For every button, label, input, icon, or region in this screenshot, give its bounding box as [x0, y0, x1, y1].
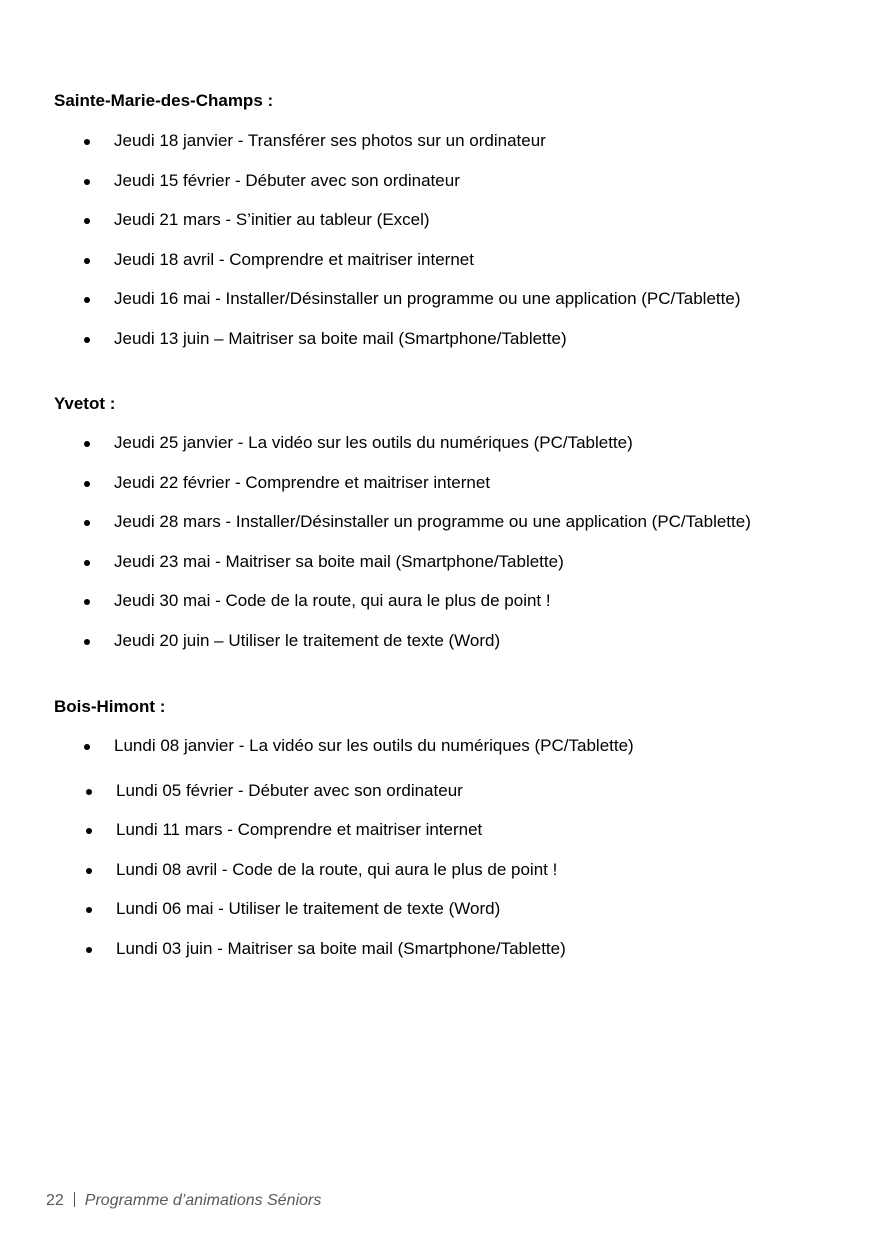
list-item-text: Jeudi 16 mai - Installer/Désinstaller un programme ou une application (PC/Tablette) [114, 289, 741, 308]
list-item-text: Lundi 03 juin - Maitriser sa boite mail (Smartphone/Tablette) [116, 938, 566, 958]
bullet-icon [84, 258, 90, 264]
bullet-icon [84, 297, 90, 303]
list-item-text: Lundi 05 février - Débuter avec son ordinateur [116, 781, 463, 800]
bullet-icon [86, 947, 92, 953]
event-list [54, 735, 844, 960]
list-item [54, 590, 844, 612]
list-item [54, 328, 844, 350]
footer-divider [74, 1192, 75, 1207]
bullet-icon [86, 828, 92, 834]
list-item-text: Jeudi 13 juin – Maitriser sa boite mail (Smartphone/Tablette) [114, 328, 567, 348]
section-title: Yvetot : [54, 394, 116, 413]
section-yvetot [54, 393, 844, 670]
bullet-icon [84, 560, 90, 566]
bullet-icon [84, 179, 90, 185]
list-item-text: Lundi 08 janvier - La vidéo sur les outils du numériques (PC/Tablette) [114, 736, 634, 755]
list-item [54, 288, 844, 310]
section-sainte-marie-des-champs [54, 90, 844, 367]
list-item-text: Jeudi 20 juin – Utiliser le traitement de texte (Word) [114, 630, 501, 650]
list-item [54, 130, 844, 152]
page-number: 22 [46, 1192, 64, 1209]
list-item [54, 432, 844, 454]
list-item [54, 780, 844, 802]
list-item-text: Jeudi 28 mars - Installer/Désinstaller un programme ou une application (PC/Tablette) [114, 512, 751, 532]
list-item-text: Jeudi 25 janvier - La vidéo sur les outils du numériques (PC/Tablette) [114, 433, 633, 452]
section-title: Bois-Himont : [54, 697, 166, 716]
list-item-text: Lundi 08 avril - Code de la route, qui aura le plus de point ! [116, 859, 558, 879]
list-item-text: Jeudi 18 janvier - Transférer ses photos sur un ordinateur [114, 131, 546, 150]
bullet-icon [84, 441, 90, 447]
page-footer [46, 1190, 321, 1212]
section-title: Sainte-Marie-des-Champs : [54, 91, 274, 110]
list-item [54, 511, 844, 533]
list-item [54, 859, 844, 881]
list-item [54, 898, 844, 920]
bullet-icon [84, 139, 90, 145]
list-item-text: Lundi 11 mars - Comprendre et maitriser internet [116, 820, 483, 840]
bullet-icon [86, 907, 92, 913]
list-item-text: Jeudi 22 février - Comprendre et maitriser internet [114, 472, 491, 492]
list-item-text: Lundi 06 mai - Utiliser le traitement de texte (Word) [116, 899, 501, 919]
document-title: Programme d’animations Séniors [84, 1192, 322, 1209]
list-item-text: Jeudi 18 avril - Comprendre et maitriser internet [114, 249, 474, 269]
list-item [54, 735, 844, 757]
list-item-text: Jeudi 15 février - Débuter avec son ordinateur [114, 170, 460, 190]
bullet-icon [86, 789, 92, 795]
list-item [54, 170, 844, 192]
list-item [54, 209, 844, 231]
list-item-text: Jeudi 21 mars - S’initier au tableur (Excel) [114, 210, 430, 229]
list-item [54, 472, 844, 494]
bullet-icon [84, 520, 90, 526]
list-item-text: Jeudi 30 mai - Code de la route, qui aura le plus de point ! [114, 591, 551, 611]
bullet-icon [84, 599, 90, 605]
list-item [54, 551, 844, 573]
bullet-icon [84, 337, 90, 343]
bullet-icon [86, 868, 92, 874]
bullet-icon [84, 481, 90, 487]
list-item [54, 249, 844, 271]
list-item [54, 630, 844, 652]
bullet-icon [84, 218, 90, 224]
list-item-text: Jeudi 23 mai - Maitriser sa boite mail (Smartphone/Tablette) [114, 551, 564, 571]
section-bois-himont [54, 696, 844, 977]
list-item [54, 938, 844, 960]
list-item [54, 819, 844, 841]
event-list [54, 432, 844, 652]
event-list [54, 130, 844, 350]
bullet-icon [84, 639, 90, 645]
bullet-icon [84, 744, 90, 750]
